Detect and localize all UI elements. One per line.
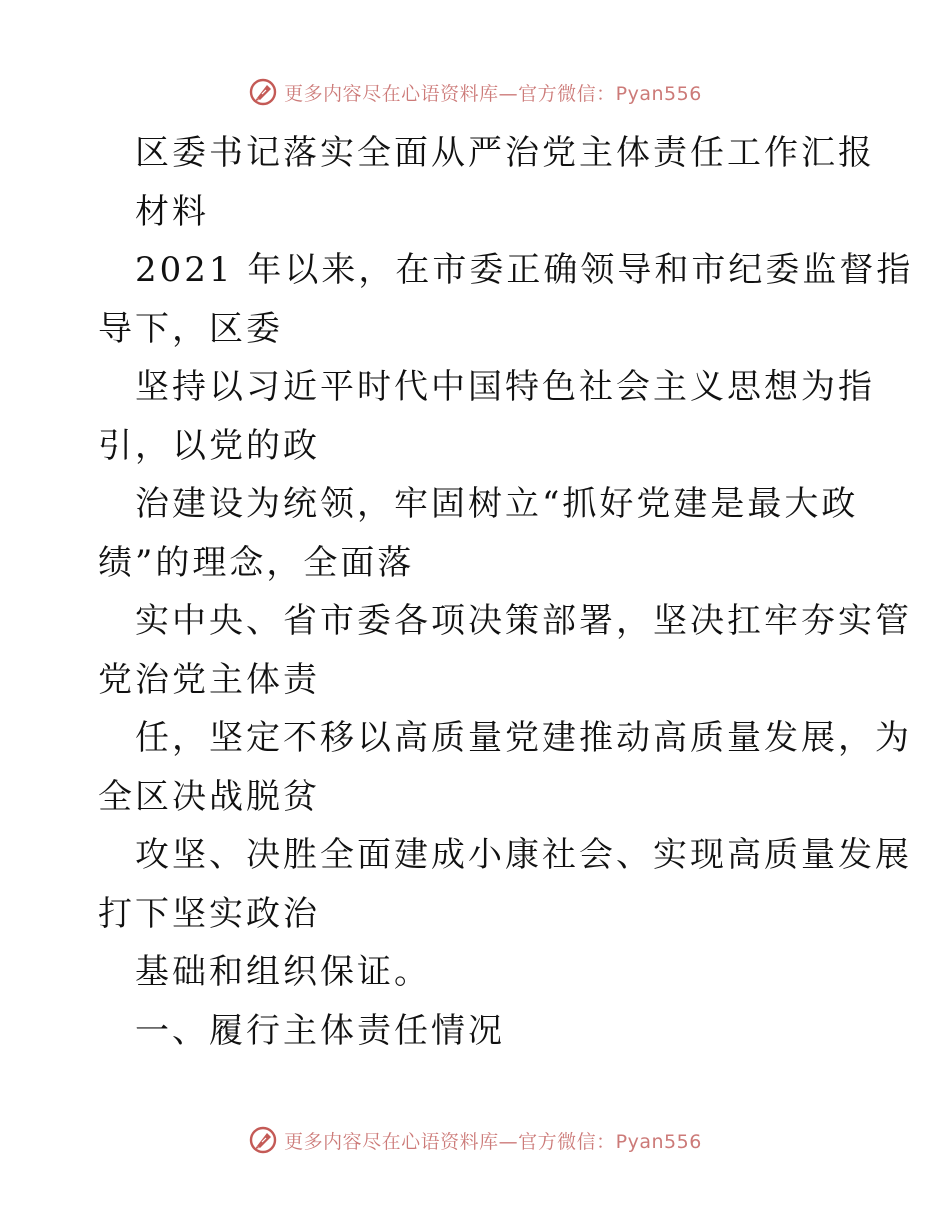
text-line-10: 党治党主体责 xyxy=(98,659,320,700)
text-line-4: 导下，区委 xyxy=(98,308,283,349)
document-body xyxy=(98,124,914,1060)
text-line-1: 区委书记落实全面从严治党主体责任工作汇报 xyxy=(135,133,875,173)
header-watermark-banner xyxy=(0,72,950,112)
text-line-9: 实中央、省市委各项决策部署，坚决扛牢夯实管 xyxy=(135,601,912,641)
text-line-13: 攻坚、决胜全面建成小康社会、实现高质量发展 xyxy=(135,835,912,875)
pen-nib-circle-icon xyxy=(248,1125,278,1155)
section-heading: 一、履行主体责任情况 xyxy=(135,1010,505,1051)
text-line-3: 2021 年以来，在市委正确领导和市纪委监督指 xyxy=(135,250,914,290)
text-line-12: 全区决战脱贫 xyxy=(98,776,320,817)
pen-nib-circle-icon xyxy=(248,77,278,107)
text-line-15: 基础和组织保证。 xyxy=(135,952,431,992)
footer-watermark-banner xyxy=(0,1120,950,1160)
text-line-5: 坚持以习近平时代中国特色社会主义思想为指 xyxy=(135,367,875,407)
text-line-14: 打下坚实政治 xyxy=(98,893,320,934)
text-line-6: 引，以党的政 xyxy=(98,425,320,466)
text-line-2: 材料 xyxy=(135,191,209,232)
text-line-8: 绩”的理念，全面落 xyxy=(98,542,415,583)
text-line-7: 治建设为统领，牢固树立“抓好党建是最大政 xyxy=(135,484,859,524)
footer-watermark-text: 更多内容尽在心语资料库—官方微信：Pyan556 xyxy=(284,1130,702,1153)
header-watermark-text: 更多内容尽在心语资料库—官方微信：Pyan556 xyxy=(284,82,702,105)
text-line-11: 任，坚定不移以高质量党建推动高质量发展，为 xyxy=(135,718,912,758)
